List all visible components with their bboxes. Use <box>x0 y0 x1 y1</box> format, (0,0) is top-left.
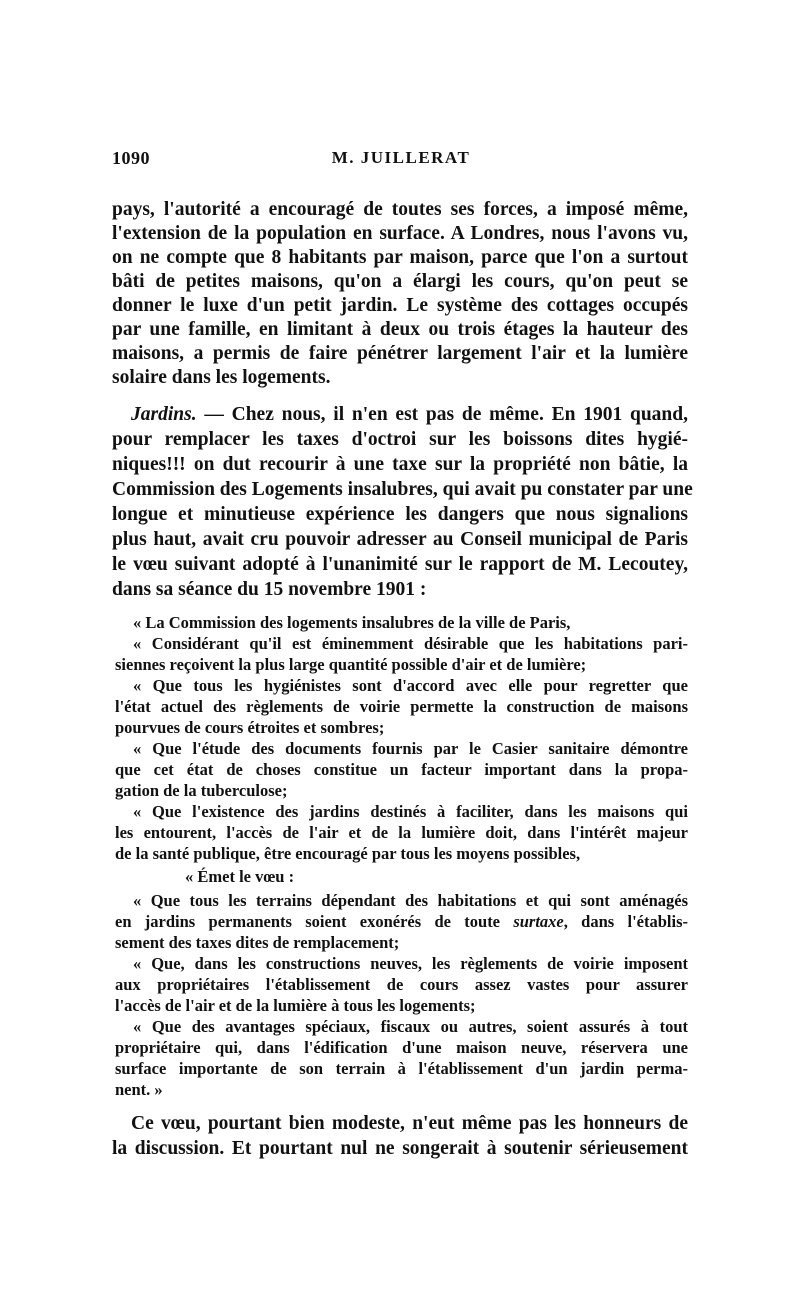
quote-line: « Que l'étude des documents fournis par le Casier sanitaire démontre <box>133 739 688 758</box>
page-header <box>112 148 690 178</box>
text-line: solaire dans les logements. <box>112 367 331 388</box>
text-line: la discussion. Et pourtant nul ne songerait à soutenir sérieusement <box>112 1138 688 1159</box>
text-line: bâti de petites maisons, qu'on a élargi les cours, qu'on peut se <box>112 271 688 292</box>
quote-line: « Que tous les hygiénistes sont d'accord avec elle pour regretter que <box>133 676 688 695</box>
text-line: longue et minutieuse expérience les dangers que nous signalions <box>112 504 688 525</box>
quote-line: que cet état de choses constitue un facteur important dans la propa- <box>115 760 688 779</box>
quote-line: « Que des avantages spéciaux, fiscaux ou autres, soient assurés à tout <box>133 1017 688 1036</box>
quote-line: « Considérant qu'il est éminemment désirable que les habitations pari- <box>133 634 688 653</box>
quote-line: « La Commission des logements insalubres de la ville de Paris, <box>133 613 571 632</box>
text-line: Commission des Logements insalubres, qui avait pu constater par une <box>112 479 693 500</box>
quote-line: « Que, dans les constructions neuves, les règlements de voirie imposent <box>133 954 688 973</box>
text-line: pour remplacer les taxes d'octroi sur les boissons dites hygié- <box>112 429 688 450</box>
quote-line: de la santé publique, être encouragé par tous les moyens possibles, <box>115 844 581 863</box>
running-title: M. JUILLERAT <box>331 148 471 167</box>
quote-line: pourvues de cours étroites et sombres; <box>115 718 385 737</box>
text-line: par une famille, en limitant à deux ou trois étages la hauteur des <box>112 319 688 340</box>
quote-line: sement des taxes dites de remplacement; <box>115 933 400 952</box>
text-span: , dans l'établis- <box>563 912 688 931</box>
emphasis-surtaxe: surtaxe <box>513 912 564 931</box>
quote-line: propriétaire qui, dans l'édification d'une maison neuve, réservera une <box>115 1038 688 1057</box>
section-heading-jardins: Jardins. <box>131 404 197 425</box>
quote-line: l'accès de l'air et de la lumière à tous les logements; <box>115 996 476 1015</box>
quote-line: gation de la tuberculose; <box>115 781 288 800</box>
text-line: dans sa séance du 15 novembre 1901 : <box>112 579 427 600</box>
text-line <box>131 403 688 427</box>
text-line: Ce vœu, pourtant bien modeste, n'eut même pas les honneurs de <box>131 1113 688 1134</box>
quote-line: « Que l'existence des jardins destinés à faciliter, dans les maisons qui <box>133 802 688 821</box>
quote-line: « Que tous les terrains dépendant des habitations et qui sont aménagés <box>133 891 688 910</box>
quote-line: surface importante de son terrain à l'établissement d'un jardin perma- <box>115 1059 688 1078</box>
text-line: donner le luxe d'un petit jardin. Le système des cottages occupés <box>112 295 688 316</box>
text-line: plus haut, avait cru pouvoir adresser au Conseil municipal de Paris <box>112 529 688 550</box>
quote-line <box>115 911 688 932</box>
quote-line: les entourent, l'accès de l'air et de la lumière doit, dans l'intérêt majeur <box>115 823 688 842</box>
page-number: 1090 <box>112 148 150 168</box>
quote-line: « Émet le vœu : <box>185 867 295 886</box>
quote-line: l'état actuel des règlements de voirie permette la construction de maisons <box>115 697 688 716</box>
text-span: — Chez nous, il n'en est pas de même. En 1901 quand, <box>196 404 688 425</box>
text-span: en jardins permanents soient exonérés de toute <box>115 912 514 931</box>
text-line: maisons, a permis de faire pénétrer largement l'air et la lumière <box>112 343 688 364</box>
text-line: l'extension de la population en surface. A Londres, nous l'avons vu, <box>112 223 688 244</box>
text-line: le vœu suivant adopté à l'unanimité sur le rapport de M. Lecoutey, <box>112 554 688 575</box>
quote-line: siennes reçoivent la plus large quantité possible d'air et de lumière; <box>115 655 587 674</box>
quote-line: nent. » <box>115 1080 163 1099</box>
text-line: niques!!! on dut recourir à une taxe sur la propriété non bâtie, la <box>112 454 688 475</box>
text-line: on ne compte que 8 habitants par maison, parce que l'on a surtout <box>112 247 688 268</box>
text-line: pays, l'autorité a encouragé de toutes ses forces, a imposé même, <box>112 199 688 220</box>
quote-line: aux propriétaires l'établissement de cours assez vastes pour assurer <box>115 975 688 994</box>
